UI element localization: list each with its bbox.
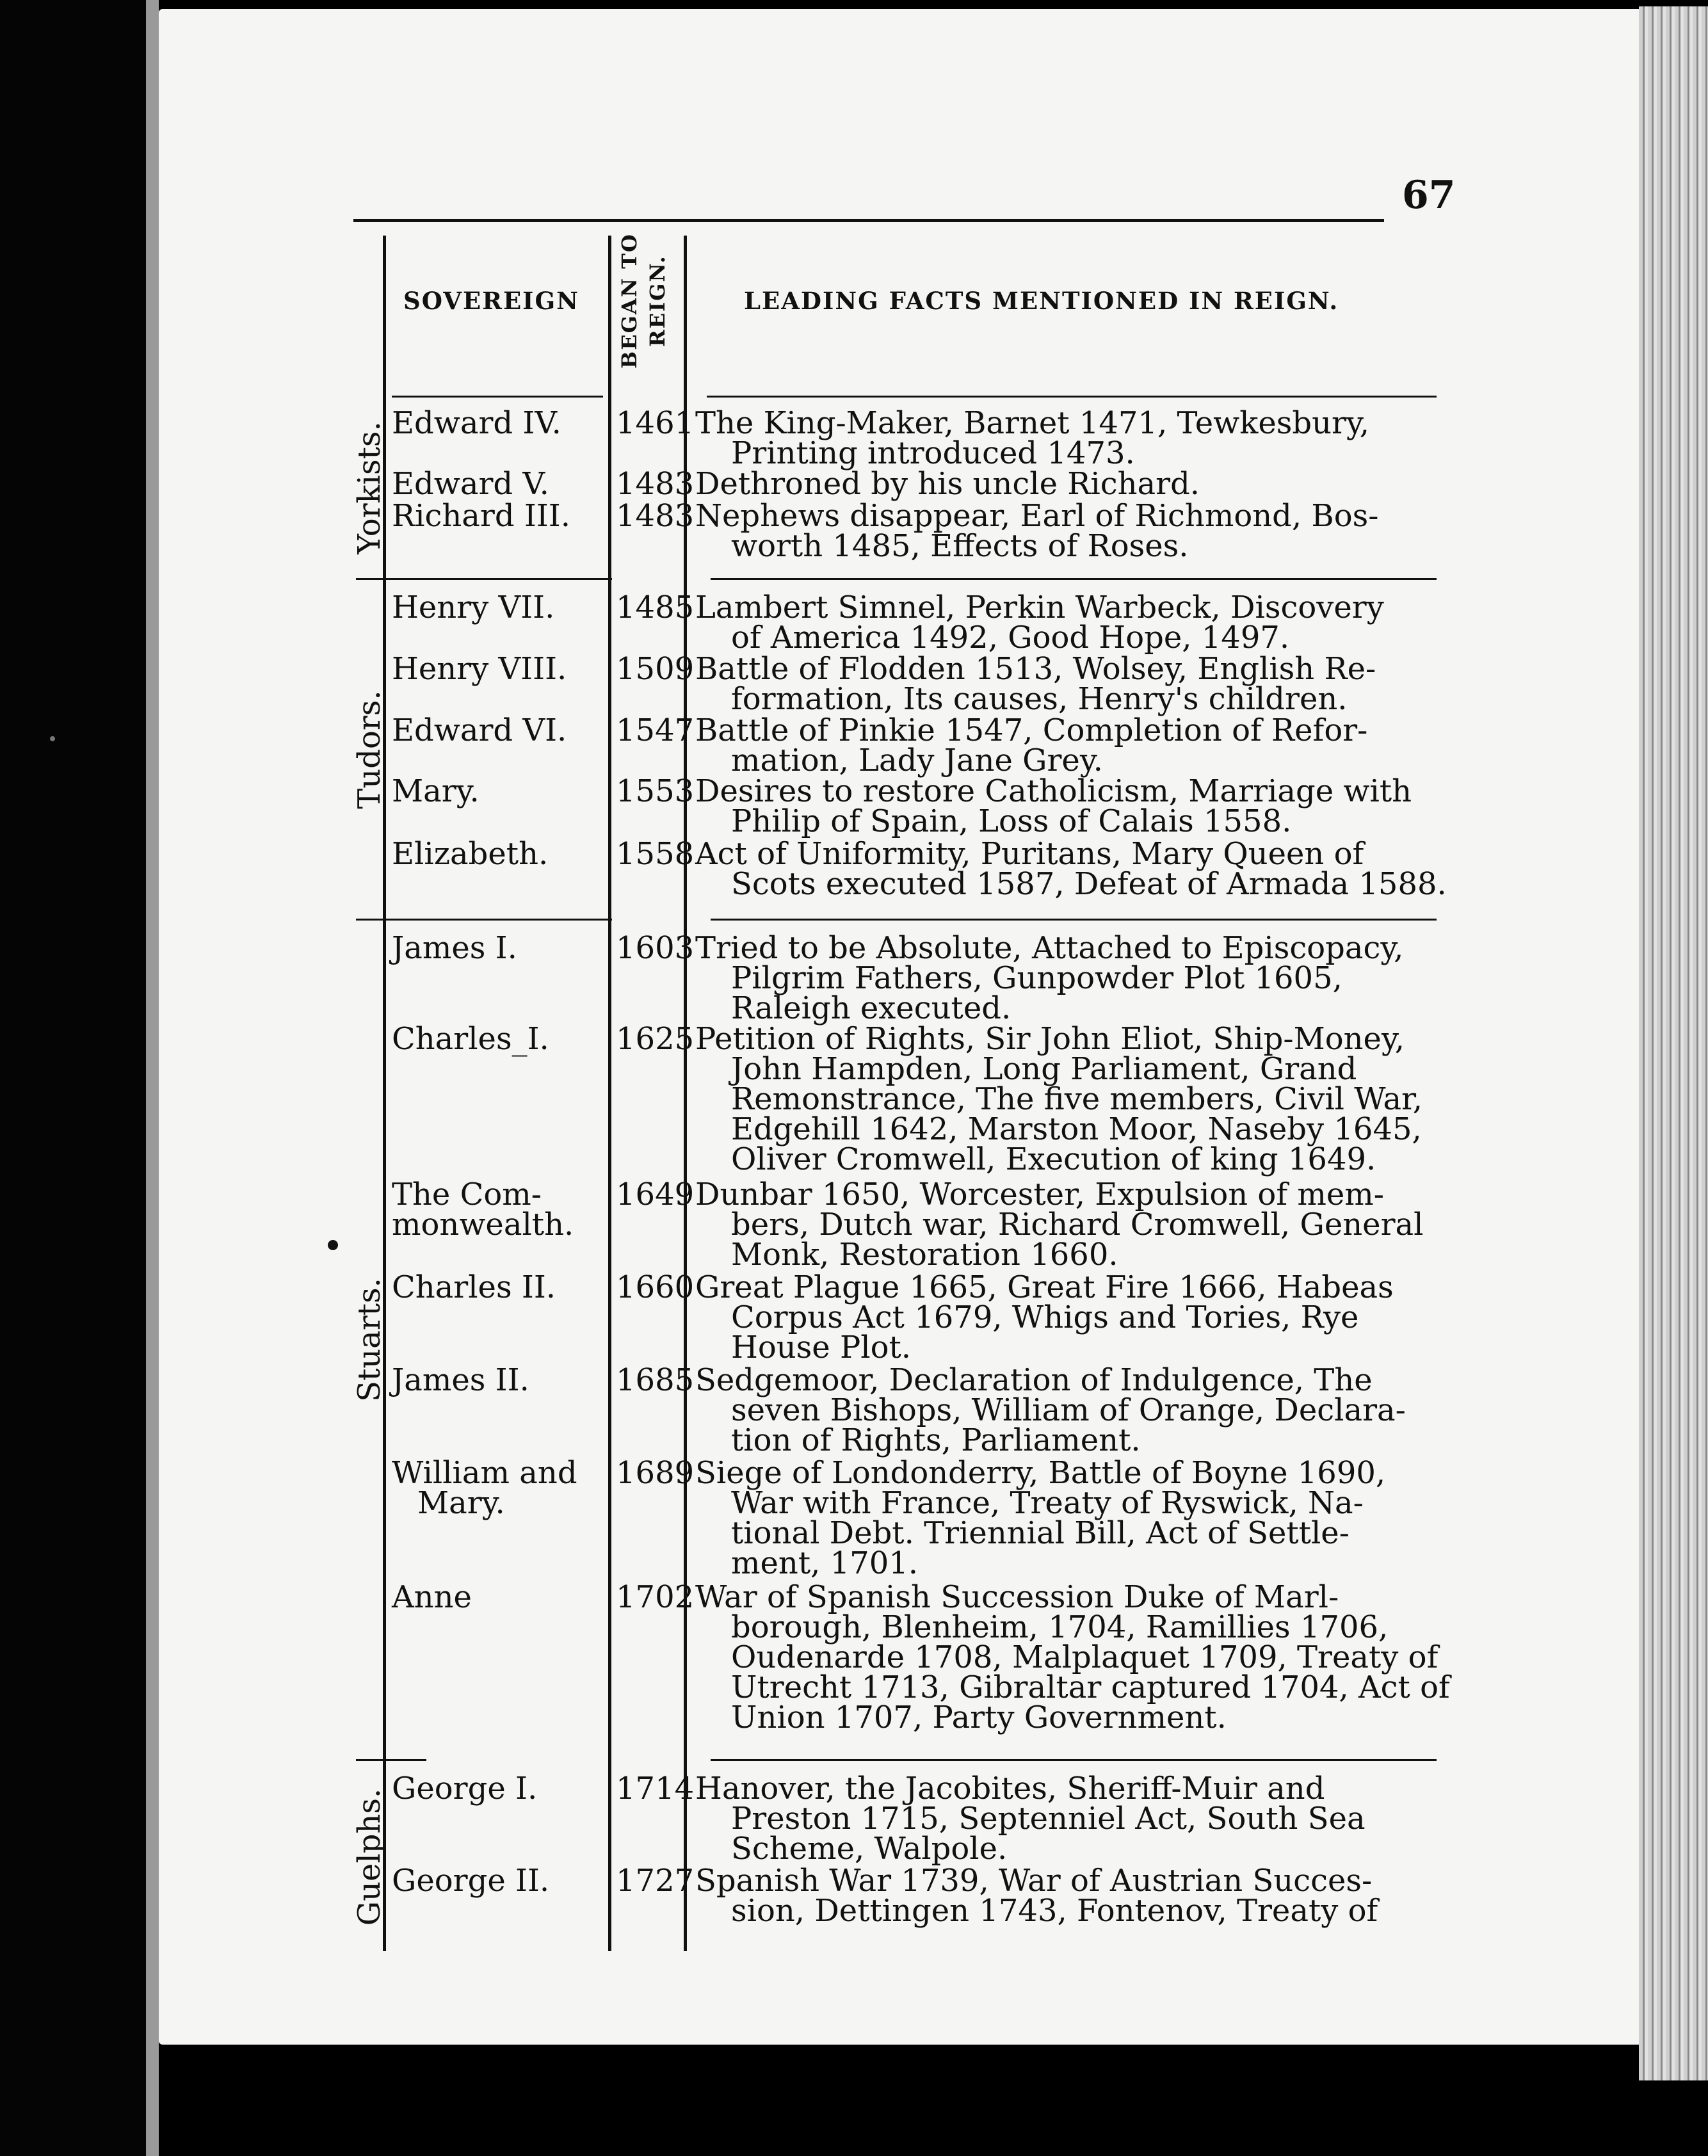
sovereign-name: Elizabeth. [392,836,549,872]
reign-year: 1483 [616,466,695,502]
header-sovereign: SOVEREIGN [403,287,579,315]
header-began-line2: REIGN. [645,255,670,347]
reign-year: 1649 [616,1177,695,1212]
reign-facts: Siege of Londonderry, Battle of Boyne 1690, War with France, Treaty of Ryswick, Na- tional Debt. Triennial Bill, Act of Settle- ment, 1701. [695,1455,1386,1581]
header-leading-facts: LEADING FACTS MENTIONED IN REIGN. [744,287,1339,315]
header-rule-right [707,396,1437,398]
book-spine-shadow [0,0,159,2156]
reign-facts: Spanish War 1739, War of Austrian Succes- sion, Dettingen 1743, Fontenov, Treaty of [695,1863,1378,1929]
sovereign-name: Edward V. [392,466,549,502]
reign-facts: Sedgemoor, Declaration of Indulgence, The seven Bishops, William of Orange, Declara- tion of Rights, Parliament. [695,1362,1406,1458]
dynasty-rule-tudors-stuarts [356,919,612,921]
dynasty-stuarts [347,921,392,1759]
column-rule-sovereign [608,236,611,1951]
dynasty-label: Tudors. [351,689,387,809]
reign-year: 1553 [616,773,695,809]
page-stack-edge [1639,6,1708,2080]
sovereign-name: George II. [392,1863,550,1899]
reign-facts: Tried to be Absolute, Attached to Episcopacy, Pilgrim Fathers, Gunpowder Plot 1605, Raleigh executed. [695,930,1404,1026]
dynasty-rule-yorkists-tudors [356,578,612,580]
reign-year: 1702 [616,1579,695,1615]
reign-facts: Lambert Simnel, Perkin Warbeck, Discovery of America 1492, Good Hope, 1497. [695,590,1384,656]
header-began-to-reign [602,218,685,384]
ink-speck [328,1240,338,1250]
reign-facts: Great Plague 1665, Great Fire 1666, Habeas Corpus Act 1679, Whigs and Tories, Rye House Plot. [695,1269,1394,1365]
reign-facts: Petition of Rights, Sir John Eliot, Ship-Money, John Hampden, Long Parliament, Grand Remonstrance, The five members, Civil War, Edgehill 1642, Marston Moor, Naseby 1645, Oliver Cromwell, Execution of king 1649. [695,1021,1422,1177]
reign-facts: Battle of Pinkie 1547, Completion of Refor- mation, Lady Jane Grey. [695,712,1368,778]
sovereign-name: Henry VIII. [392,651,567,687]
reign-year: 1485 [616,590,695,625]
dynasty-label: Guelphs. [351,1788,387,1926]
reign-facts: Hanover, the Jacobites, Sheriff-Muir and Preston 1715, Septenniel Act, South Sea Scheme, Walpole. [695,1771,1366,1867]
reign-facts: Dunbar 1650, Worcester, Expulsion of mem- bers, Dutch war, Richard Cromwell, General Monk, Restoration 1660. [695,1177,1424,1273]
reign-facts: Desires to restore Catholicism, Marriage with Philip of Spain, Loss of Calais 1558. [695,773,1412,839]
sovereign-name: Anne [392,1579,472,1615]
reign-year: 1509 [616,651,695,687]
sovereign-name: George I. [392,1771,538,1806]
header-began-line1: BEGAN TO [617,233,641,369]
reign-facts: Act of Uniformity, Puritans, Mary Queen of Scots executed 1587, Defeat of Armada 1588. [695,836,1447,902]
dynasty-tudors [347,580,392,919]
dynasty-guelphs [347,1761,392,1953]
sovereign-name: James II. [392,1362,529,1398]
sovereign-name: William and Mary. [392,1455,577,1521]
reign-facts: The King-Maker, Barnet 1471, Tewkesbury, Printing introduced 1473. [695,405,1369,471]
reign-year: 1625 [616,1021,695,1057]
reign-year: 1603 [616,930,695,966]
dynasty-rule-tudors-stuarts-right [711,919,1437,921]
reign-facts: War of Spanish Succession Duke of Marl- borough, Blenheim, 1704, Ramillies 1706, Oudenarde 1708, Malplaquet 1709, Treaty of Utrecht 1713, Gibraltar captured 1704, Act of Union 1707, Party Government. [695,1579,1450,1735]
reign-facts: Nephews disappear, Earl of Richmond, Bos- worth 1485, Effects of Roses. [695,498,1379,564]
sovereign-name: Charles_I. [392,1021,549,1057]
reign-year: 1685 [616,1362,695,1398]
dynasty-rule-stuarts-guelphs-right [711,1759,1437,1761]
reign-facts: Battle of Flodden 1513, Wolsey, English Re- formation, Its causes, Henry's children. [695,651,1376,717]
page-number: 67 [1402,173,1456,218]
top-rule [353,219,1384,222]
dynasty-yorkists [347,397,392,578]
dynasty-rule-yorkists-tudors-right [711,578,1437,580]
sovereign-name: Charles II. [392,1269,556,1305]
facing-page-edge [146,0,159,2156]
sovereign-name: Richard III. [392,498,570,534]
header-rule-left [392,396,603,398]
reign-facts: Dethroned by his uncle Richard. [695,466,1200,502]
reign-year: 1461 [616,405,695,441]
dynasty-label: Yorkists. [351,421,387,554]
ink-speck [50,736,55,741]
reign-year: 1558 [616,836,695,872]
reign-year: 1689 [616,1455,695,1491]
sovereign-name: Edward IV. [392,405,561,441]
dynasty-label: Stuarts. [351,1278,387,1402]
reign-year: 1483 [616,498,695,534]
sovereign-name: James I. [392,930,517,966]
sovereign-name: Edward VI. [392,712,567,748]
reign-year: 1547 [616,712,695,748]
reign-year: 1660 [616,1269,695,1305]
sovereign-name: Henry VII. [392,590,555,625]
reign-year: 1714 [616,1771,695,1806]
sovereign-name: Mary. [392,773,479,809]
reign-year: 1727 [616,1863,695,1899]
sovereign-name: The Com- monwealth. [392,1177,574,1243]
